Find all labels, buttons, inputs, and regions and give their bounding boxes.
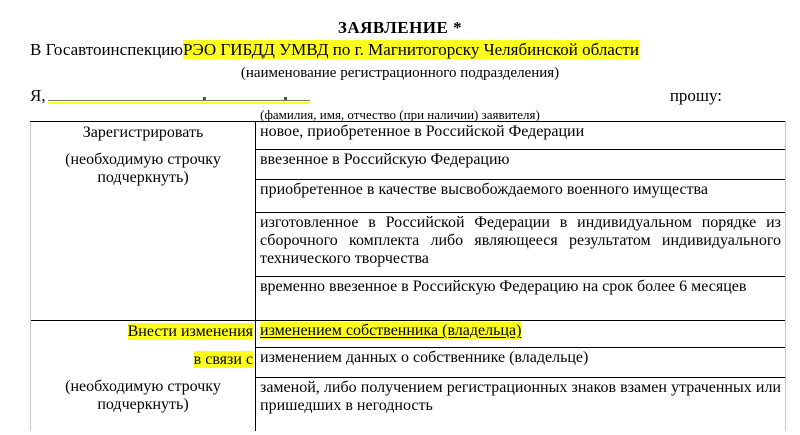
applicant-name-field[interactable] (48, 100, 310, 101)
request-options-table (30, 121, 786, 431)
recipient-authority[interactable]: РЭО ГИБДД УМВД по г. Магнитогорску Челябинской области (183, 40, 639, 59)
changes-hint: (необходимую строчку подчеркнуть) (65, 378, 221, 413)
applicant-label: Я, (30, 86, 46, 105)
change-option-owner[interactable]: изменением собственника (владельца) (256, 321, 786, 348)
form-title: ЗАЯВЛЕНИЕ * (337, 18, 463, 37)
changes-label-cell (31, 321, 256, 431)
changes-label-reason: в связи с (193, 351, 253, 368)
register-option-self-built[interactable]: изготовленное в Российской Федерации в индивидуальном порядке из сборочного комплекта либо являющееся результатом индивидуального технического творчества (256, 213, 786, 277)
register-label-cell (31, 122, 256, 321)
recipient-caption: (наименование регистрационного подразделения) (240, 65, 560, 81)
applicant-caption: (фамилия, имя, отчество (при наличии) заявителя) (260, 107, 540, 122)
register-option-temporary[interactable]: временно ввезенное в Российскую Федерацию на срок более 6 месяцев (256, 277, 786, 321)
changes-label: Внести изменения (127, 323, 253, 340)
request-word: прошу: (669, 86, 722, 105)
recipient-prefix: В Госавтоинспекцию (30, 40, 183, 59)
register-option-military[interactable]: приобретенное в качестве высвобождаемого военного имущества (256, 180, 786, 213)
applicant-line (30, 86, 770, 106)
field-separator-mark (284, 97, 287, 100)
recipient-line (30, 40, 639, 60)
field-separator-mark (203, 97, 206, 100)
register-hint: (необходимую строчку подчеркнуть) (65, 151, 221, 186)
register-option-imported[interactable]: ввезенное в Российскую Федерацию (256, 150, 786, 180)
change-option-plates[interactable]: заменой, либо получением регистрационных знаков взамен утраченных или пришедших в негодность (256, 378, 786, 431)
register-option-new[interactable]: новое, приобретенное в Российской Федерации (256, 122, 786, 150)
register-label: Зарегистрировать (82, 124, 204, 141)
change-option-owner-data[interactable]: изменением данных о собственнике (владельце) (256, 348, 786, 378)
applicant-name-highlight (48, 102, 310, 104)
